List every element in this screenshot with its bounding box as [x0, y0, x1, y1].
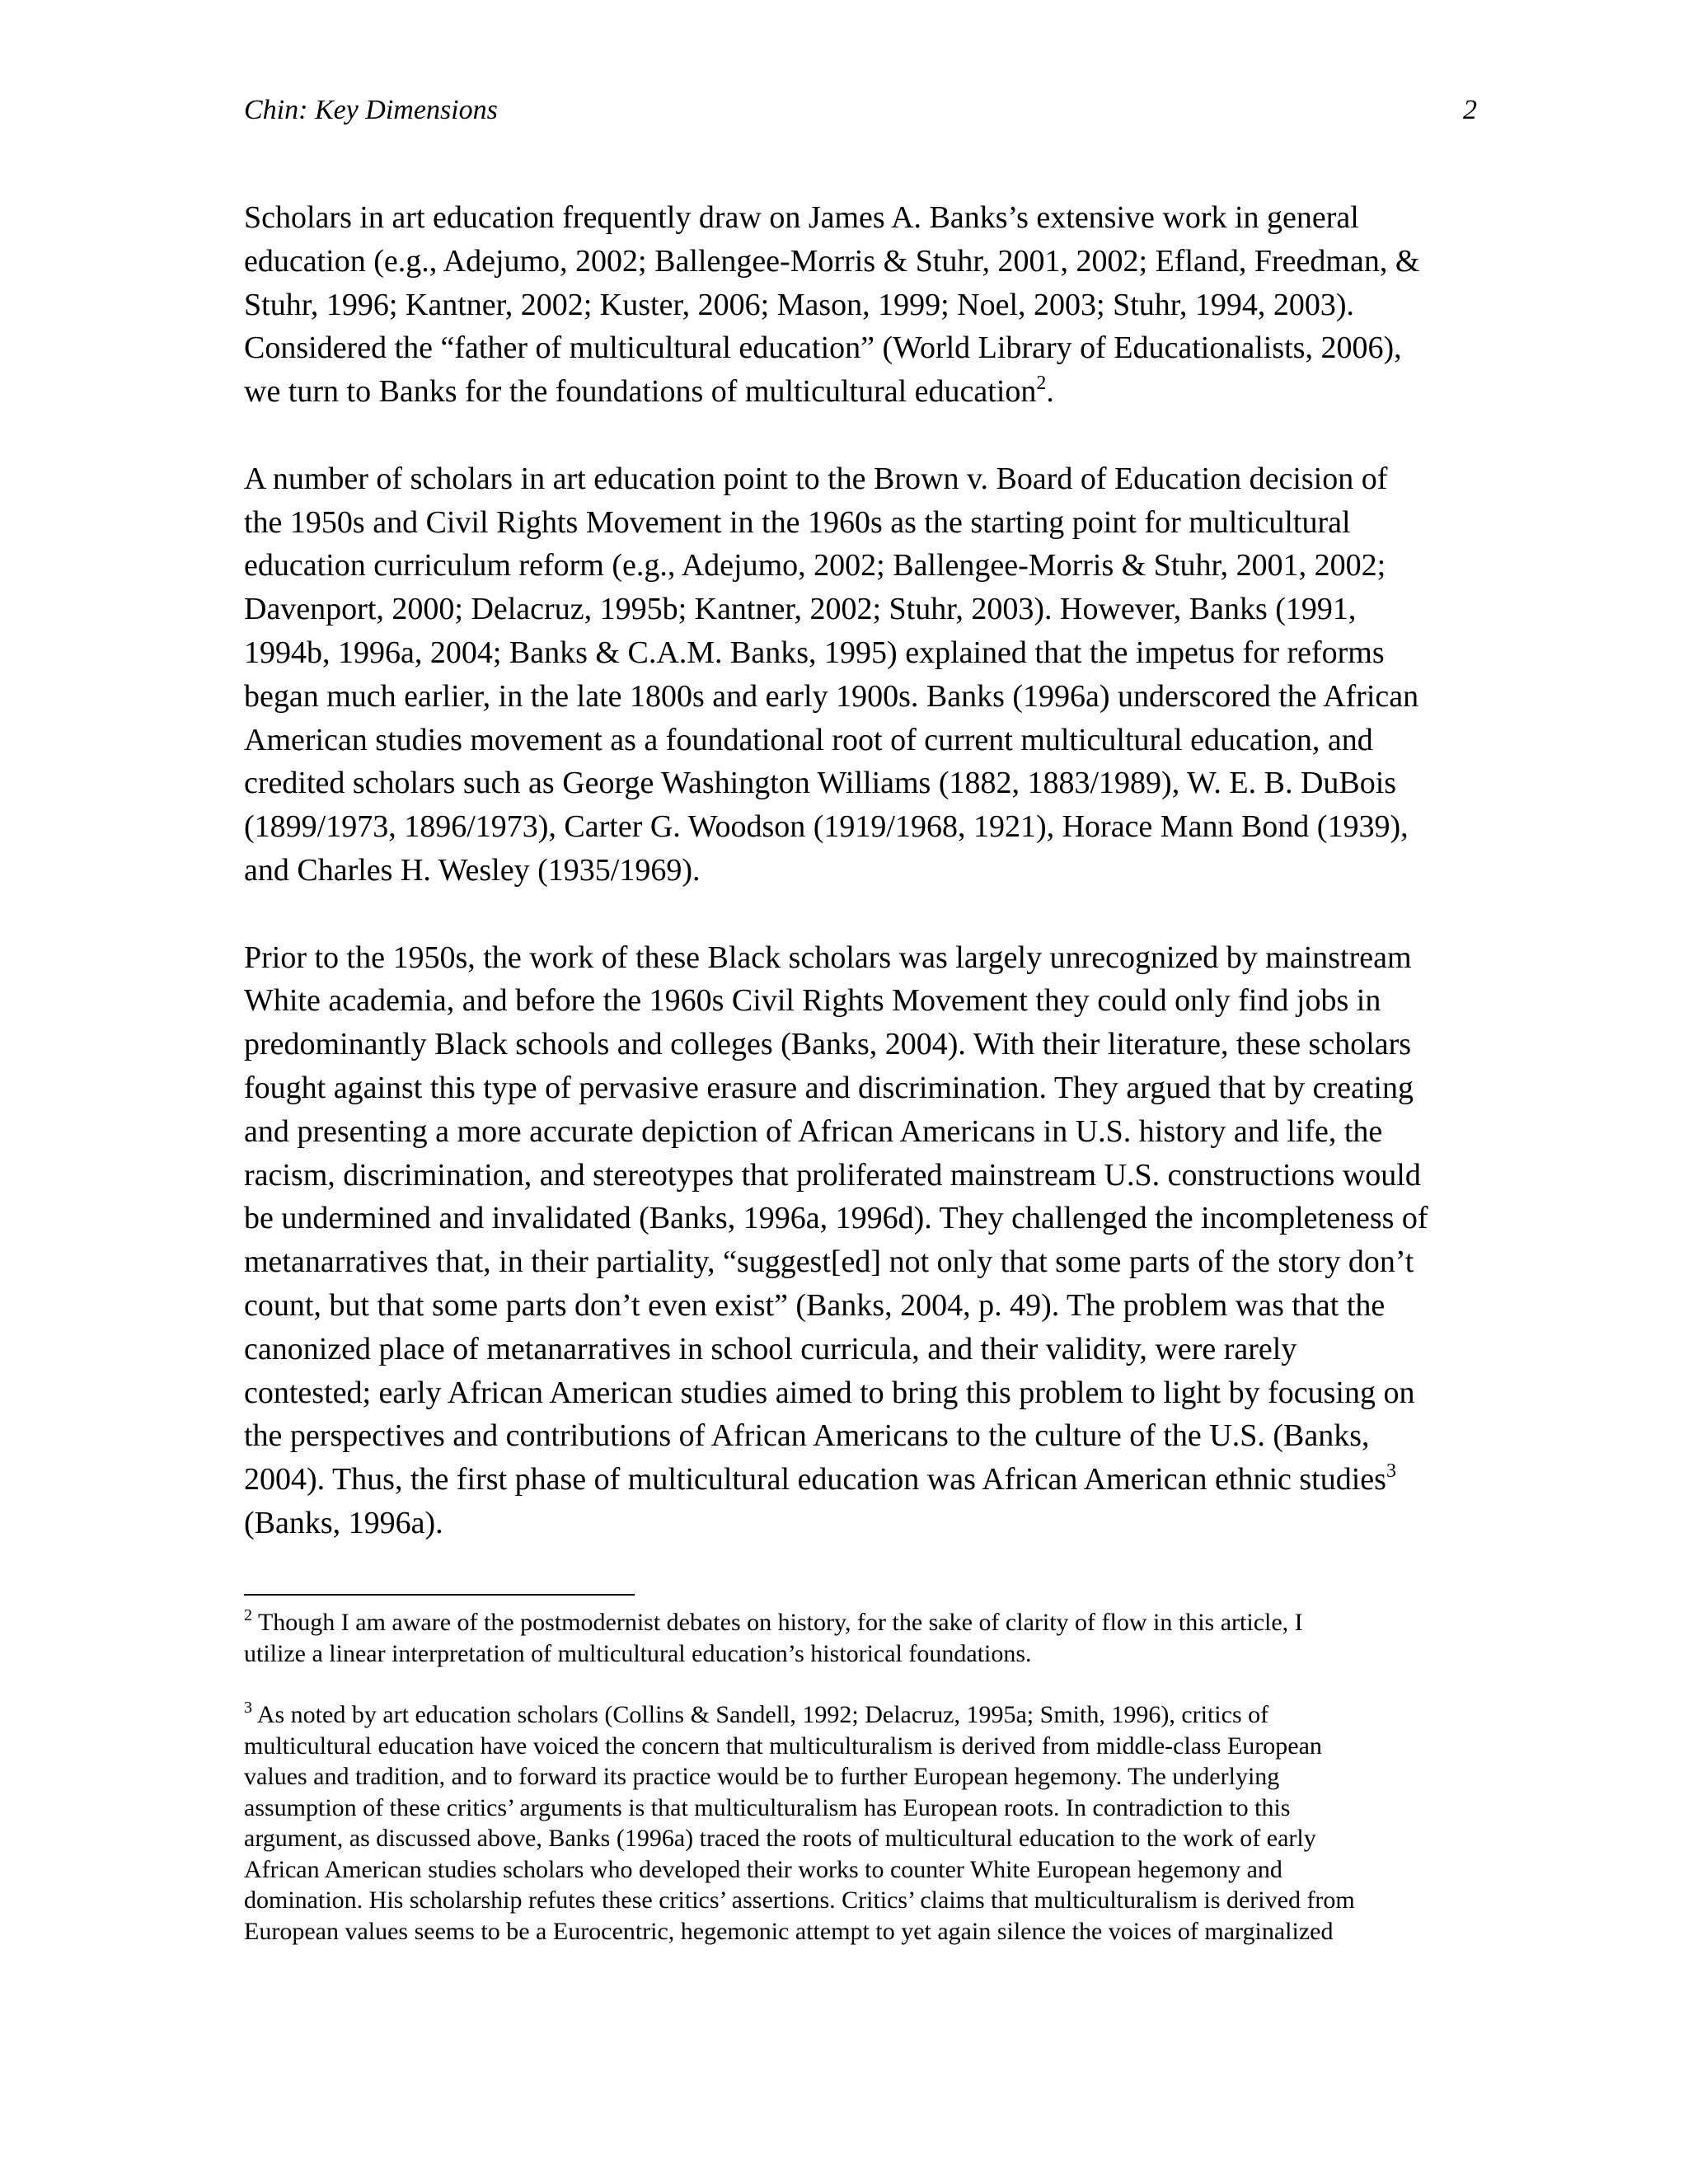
footnotes: [244, 1607, 1480, 1977]
paragraph-3: [244, 936, 1480, 1545]
text-line: White academia, and before the 1960s Civil Rights Movement they could only find jobs in: [244, 983, 1381, 1019]
footnote-marker: 3: [244, 1699, 252, 1717]
text-line: (Banks, 1996a).: [244, 1505, 443, 1540]
text-line: (1899/1973, 1896/1973), Carter G. Woodson (1919/1968, 1921), Horace Mann Bond (1939),: [244, 809, 1409, 845]
text-line: [244, 1607, 1480, 1638]
text-line: metanarratives that, in their partiality, “suggest[ed] not only that some parts of the story don’t: [244, 1244, 1414, 1280]
text-fragment: .: [1046, 374, 1054, 410]
text-line: education curriculum reform (e.g., Adejumo, 2002; Ballengee-Morris & Stuhr, 2001, 2002;: [244, 548, 1386, 583]
text-line: multicultural education have voiced the concern that multiculturalism is derived from middle-class European: [244, 1732, 1322, 1760]
text-line: Stuhr, 1996; Kantner, 2002; Kuster, 2006; Mason, 1999; Noel, 2003; Stuhr, 1994, 2003).: [244, 287, 1355, 322]
text-line: fought against this type of pervasive erasure and discrimination. They argued that by creating: [244, 1070, 1414, 1105]
text-line: began much earlier, in the late 1800s and early 1900s. Banks (1996a) underscored the African: [244, 678, 1419, 714]
text-line: and presenting a more accurate depiction of African Americans in U.S. history and life, the: [244, 1113, 1383, 1149]
text-line: Scholars in art education frequently draw on James A. Banks’s extensive work in general: [244, 200, 1359, 235]
text-line: utilize a linear interpretation of multicultural education’s historical foundations.: [244, 1639, 1032, 1667]
text-line: contested; early African American studies aimed to bring this problem to light by focusing on: [244, 1375, 1415, 1410]
text-line: assumption of these critics’ arguments is that multiculturalism has European roots. In contradiction to this: [244, 1793, 1291, 1821]
footnote-reference-3[interactable]: 3: [1386, 1460, 1396, 1483]
text-line: argument, as discussed above, Banks (1996a) traced the roots of multicultural education to the work of early: [244, 1825, 1316, 1852]
text-line: Considered the “father of multicultural education” (World Library of Educationalists, 2006),: [244, 330, 1402, 366]
paragraph-2: [244, 457, 1480, 893]
text-line: count, but that some parts don’t even exist” (Banks, 2004, p. 49). The problem was that the: [244, 1287, 1386, 1323]
text-line: American studies movement as a foundational root of current multicultural education, and: [244, 722, 1373, 757]
text-line: 1994b, 1996a, 2004; Banks & C.A.M. Banks, 1995) explained that the impetus for reforms: [244, 635, 1385, 670]
text-fragment: we turn to Banks for the foundations of multicultural education: [244, 374, 1037, 410]
text-fragment: As noted by art education scholars (Collins & Sandell, 1992; Delacruz, 1995a; Smith, 1996), critics of: [252, 1701, 1269, 1728]
text-line: values and tradition, and to forward its practice would be to further European hegemony. The underlying: [244, 1763, 1280, 1790]
text-line: racism, discrimination, and stereotypes that proliferated mainstream U.S. constructions would: [244, 1157, 1421, 1193]
page-number: 2: [1463, 95, 1477, 125]
footnote-2: [244, 1607, 1480, 1669]
body-text: [244, 196, 1480, 1589]
text-line: and Charles H. Wesley (1935/1969).: [244, 852, 701, 888]
text-line: be undermined and invalidated (Banks, 1996a, 1996d). They challenged the incompleteness of: [244, 1201, 1428, 1236]
text-line: the 1950s and Civil Rights Movement in the 1960s as the starting point for multicultural: [244, 504, 1351, 540]
text-line: A number of scholars in art education point to the Brown v. Board of Education decision of: [244, 461, 1388, 496]
footnote-reference-2[interactable]: 2: [1036, 373, 1047, 395]
text-line: European values seems to be a Eurocentric, hegemonic attempt to yet again silence the voices of marginalized: [244, 1917, 1334, 1945]
text-fragment: 2004). Thus, the first phase of multicultural education was African American ethnic studies: [244, 1462, 1386, 1497]
text-line: predominantly Black schools and colleges (Banks, 2004). With their literature, these scholars: [244, 1027, 1412, 1062]
footnote-3: [244, 1699, 1480, 1947]
footnote-marker: 2: [244, 1606, 252, 1624]
paragraph-1: [244, 196, 1480, 414]
text-fragment: Though I am aware of the postmodernist debates on history, for the sake of clarity of flow in this article, I: [252, 1609, 1303, 1636]
running-head-title: Chin: Key Dimensions: [244, 95, 498, 125]
text-line: Prior to the 1950s, the work of these Black scholars was largely unrecognized by mainstream: [244, 940, 1412, 975]
text-line: African American studies scholars who developed their works to counter White European hegemony and: [244, 1855, 1282, 1883]
text-line: canonized place of metanarratives in school curricula, and their validity, were rarely: [244, 1331, 1297, 1366]
text-line: [244, 1458, 1480, 1502]
text-line: education (e.g., Adejumo, 2002; Ballengee-Morris & Stuhr, 2001, 2002; Efland, Freedman, &: [244, 243, 1420, 279]
text-line: the perspectives and contributions of African Americans to the culture of the U.S. (Banks,: [244, 1418, 1370, 1454]
text-line: Davenport, 2000; Delacruz, 1995b; Kantner, 2002; Stuhr, 2003). However, Banks (1991,: [244, 592, 1357, 627]
footnote-separator: [244, 1594, 635, 1596]
text-line: domination. His scholarship refutes these critics’ assertions. Critics’ claims that multiculturalism is derived from: [244, 1886, 1355, 1914]
text-line: [244, 370, 1480, 414]
text-line: [244, 1699, 1480, 1731]
text-line: credited scholars such as George Washington Williams (1882, 1883/1989), W. E. B. DuBois: [244, 766, 1397, 801]
